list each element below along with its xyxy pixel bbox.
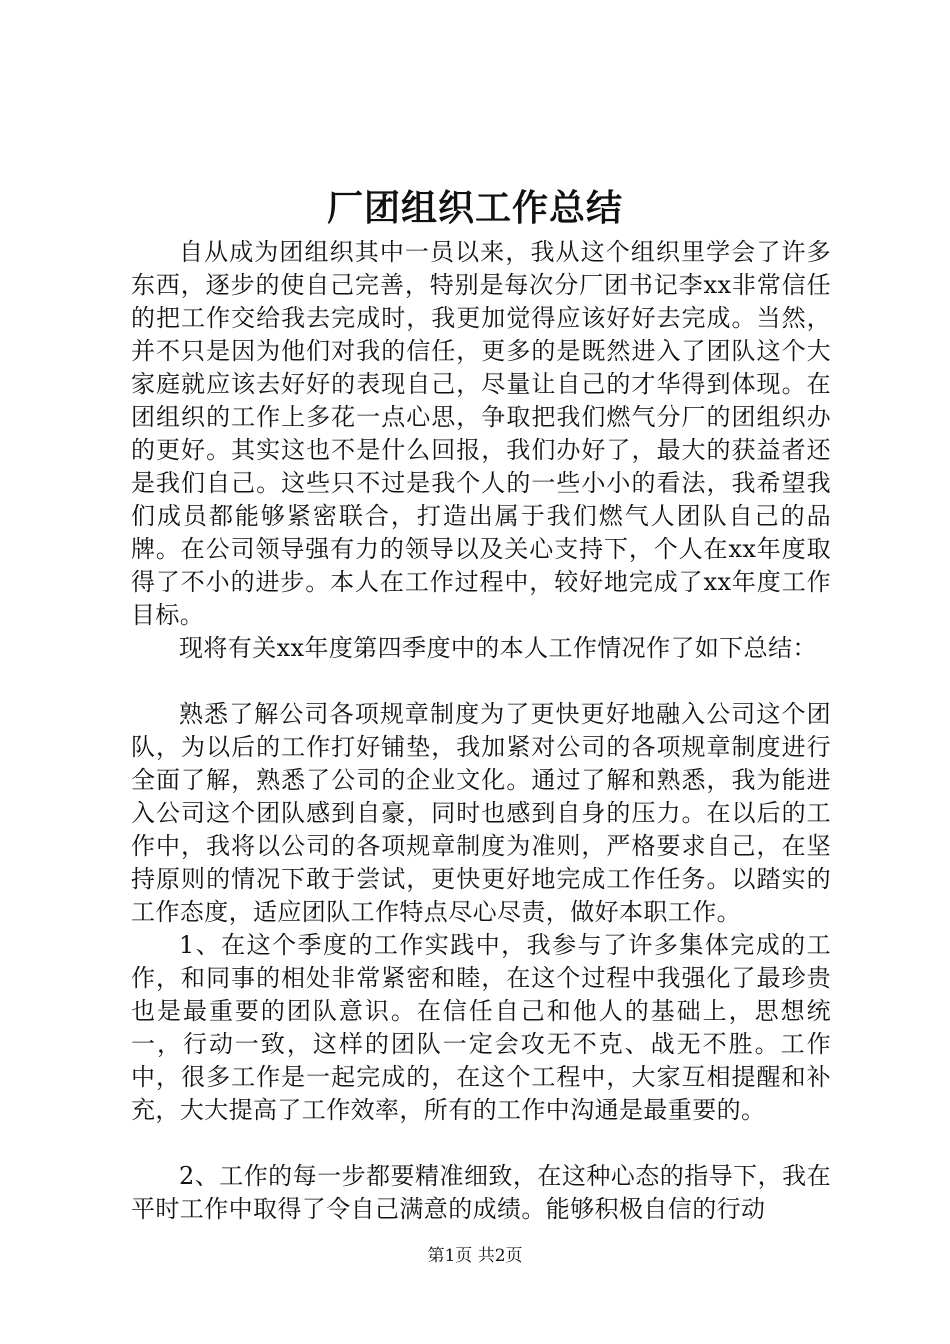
document-body: [131, 236, 831, 1226]
paragraph-point-2: 2、工作的每一步都要精准细致，在这种心态的指导下，我在平时工作中取得了令自己满意的成绩。能够积极自信的行动: [131, 1162, 831, 1223]
page-footer: 第1页 共2页: [427, 1246, 523, 1266]
document-title: 厂团组织工作总结: [326, 187, 623, 229]
paragraph-intro: 自从成为团组织其中一员以来，我从这个组织里学会了许多东西，逐步的使自己完善，特别是每次分厂团书记李xx非常信任的把工作交给我去完成时，我更加觉得应该好好去完成。当然，并不只是因为他们对我的信任，更多的是既然进入了团队这个大家庭就应该去好好的表现自己，尽量让自己的才华得到体现。在团组织的工作上多花一点心思，争取把我们燃气分厂的团组织办的更好。其实这也不是什么回报，我们办好了，最大的获益者还是我们自己。这些只不过是我个人的一些小小的看法，我希望我们成员都能够紧密联合，打造出属于我们燃气人团队自己的品牌。在公司领导强有力的领导以及关心支持下，个人在xx年度取得了不小的进步。本人在工作过程中，较好地完成了xx年度工作目标。: [131, 238, 831, 629]
paragraph-rules: 熟悉了解公司各项规章制度为了更快更好地融入公司这个团队，为以后的工作打好铺垫，我加紧对公司的各项规章制度进行全面了解，熟悉了公司的企业文化。通过了解和熟悉，我为能进入公司这个团队感到自豪，同时也感到自身的压力。在以后的工作中，我将以公司的各项规章制度为准则，严格要求自己，在坚持原则的情况下敢于尝试，更快更好地完成工作任务。以踏实的工作态度，适应团队工作特点尽心尽责，做好本职工作。: [131, 700, 831, 926]
blank-line: [131, 665, 831, 698]
paragraph-point-1: 1、在这个季度的工作实践中，我参与了许多集体完成的工作，和同事的相处非常紧密和睦，在这个过程中我强化了最珍贵也是最重要的团队意识。在信任自己和他人的基础上，思想统一，行动一致，这样的团队一定会攻无不克、战无不胜。工作中，很多工作是一起完成的，在这个工程中，大家互相提醒和补充，大大提高了工作效率，所有的工作中沟通是最重要的。: [131, 931, 831, 1124]
paragraph-summary-lead: 现将有关xx年度第四季度中的本人工作情况作了如下总结：: [179, 634, 817, 662]
